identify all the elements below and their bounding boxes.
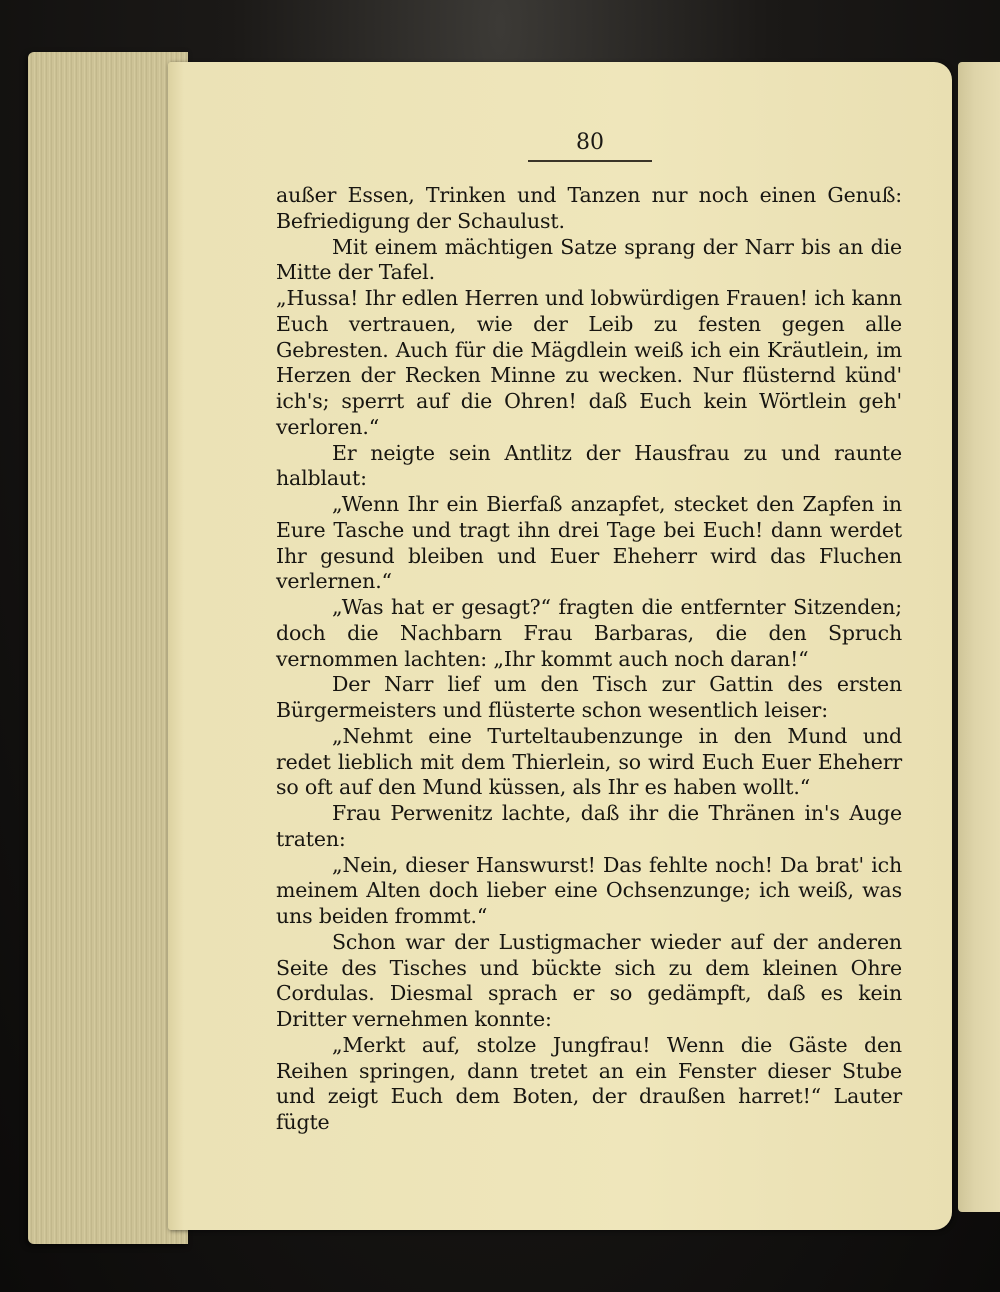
paragraph-8: „Nehmt eine Turteltaubenzunge in den Mund und redet lieblich mit dem Thierlein, so wird Euch Euer Eheherr so oft auf den Mund küssen, als Ihr es haben wollt.“ (276, 723, 902, 800)
header-rule (528, 160, 652, 162)
paragraph-2: Mit einem mächtigen Satze sprang der Narr bis an die Mitte der Tafel. (276, 234, 902, 285)
page-number: 80 (576, 130, 604, 155)
paragraph-3: „Hussa! Ihr edlen Herren und lobwürdigen Frauen! ich kann Euch vertrauen, wie der Leib zu festen gegen alle Gebresten. Auch für die Mägdlein weiß ich ein Kräutlein, im Herzen der Recken Minne zu wecken. Nur flüsternd künd' ich's; sperrt auf die Ohren! daß Euch kein Wörtlein geh' verloren.“ (276, 286, 902, 439)
body-text (276, 183, 902, 1136)
page-stack-edges (28, 52, 188, 1244)
paragraph-5: „Wenn Ihr ein Bierfaß anzapfet, stecket den Zapfen in Eure Tasche und tragt ihn drei Tage bei Euch! dann werdet Ihr gesund bleiben und Euer Eheherr wird das Fluchen verlernen.“ (276, 492, 902, 594)
paragraph-11: Schon war der Lustigmacher wieder auf der anderen Seite des Tisches und bückte sich zu dem kleinen Ohre Cordulas. Diesmal sprach er so gedämpft, daß es kein Dritter vernehmen konnte: (276, 929, 902, 1031)
paragraph-10: „Nein, dieser Hanswurst! Das fehlte noch! Da brat' ich meinem Alten doch lieber eine Ochsenzunge; ich weiß, was uns beiden frommt.“ (276, 852, 902, 928)
paragraph-12: „Merkt auf, stolze Jungfrau! Wenn die Gäste den Reihen springen, dann tretet an ein Fenster dieser Stube und zeigt Euch dem Boten, der draußen harret!“ Lauter fügte (276, 1032, 902, 1134)
paragraph-4: Er neigte sein Antlitz der Hausfrau zu und raunte halblaut: (276, 440, 902, 491)
paragraph-1: außer Essen, Trinken und Tanzen nur noch einen Genuß: Befriedigung der Schaulust. (276, 183, 902, 233)
paragraph-6: „Was hat er gesagt?“ fragten die entfernter Sitzenden; doch die Nachbarn Frau Barbaras, die den Spruch vernommen lachten: „Ihr kommt auch noch daran!“ (276, 595, 902, 671)
paragraph-7: Der Narr lief um den Tisch zur Gattin des ersten Bürgermeisters und flüsterte schon wesentlich leiser: (276, 672, 902, 722)
facing-page-edge (958, 62, 1000, 1212)
paragraph-9: Frau Perwenitz lachte, daß ihr die Thränen in's Auge traten: (276, 801, 902, 851)
